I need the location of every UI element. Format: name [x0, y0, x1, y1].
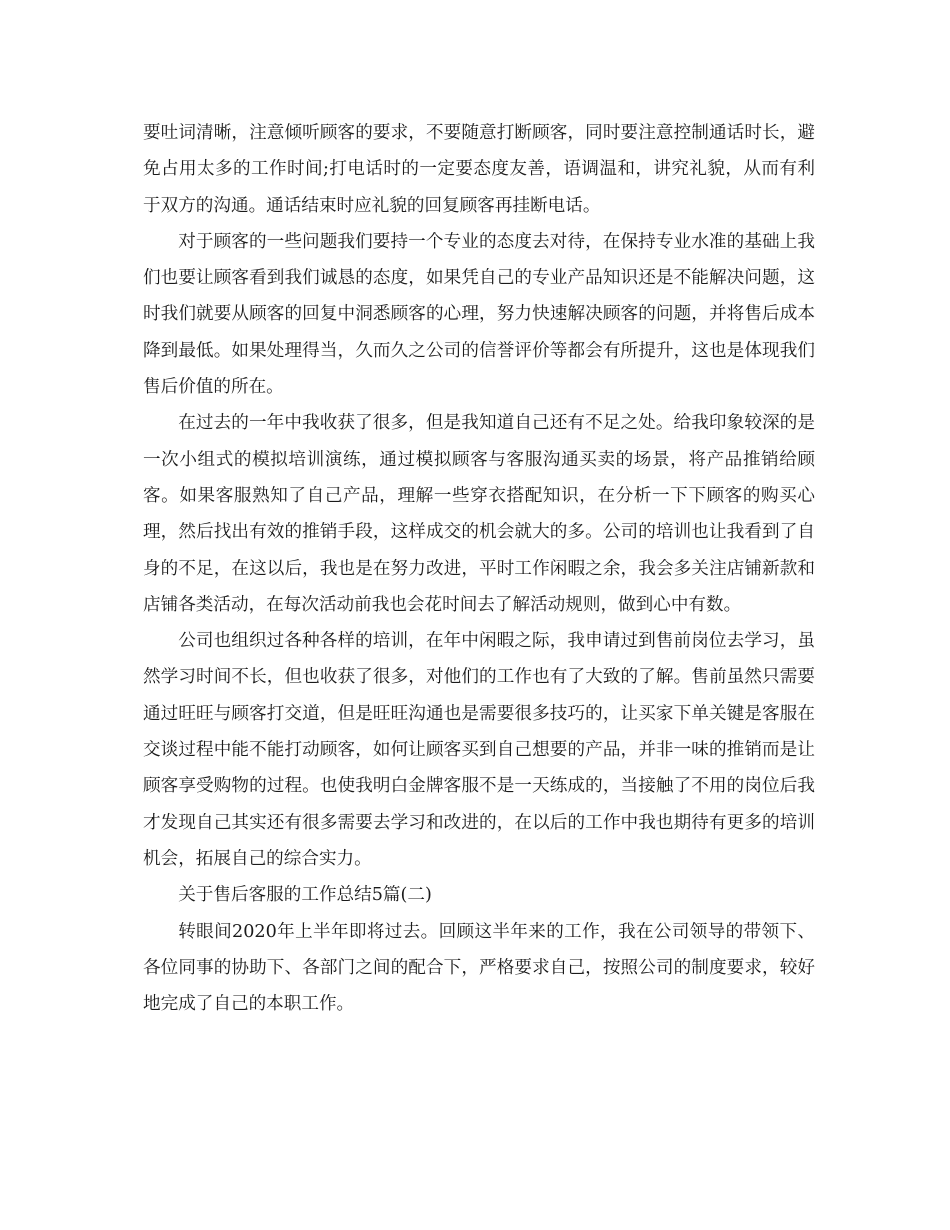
paragraph-half-year-review: 转眼间2020年上半年即将过去。回顾这半年来的工作，我在公司领导的带领下、各位同事的协助下、各部门之间的配合下，严格要求自己，按照公司的制度要求，较好地完成了自己的本职工作。	[143, 921, 815, 1015]
paragraph-presales-learning: 公司也组织过各种各样的培训，在年中闲暇之际，我申请过到售前岗位去学习，虽然学习时间不长，但也收获了很多，对他们的工作也有了大致的了解。售前虽然只需要通过旺旺与顾客打交道，但是旺旺沟通也是需要很多技巧的，让买家下单关键是客服在交谈过程中能不能打动顾客，如何让顾客买到自己想要的产品，并非一味的推销而是让顾客享受购物的过程。也使我明白金牌客服不是一天练成的，当接触了不用的岗位后我才发现自己其实还有很多需要去学习和改进的，在以后的工作中我也期待有更多的培训机会，拓展自己的综合实力。	[143, 631, 815, 869]
paragraph-training-reflection: 在过去的一年中我收获了很多，但是我知道自己还有不足之处。给我印象较深的是一次小组式的模拟培训演练，通过模拟顾客与客服沟通买卖的场景，将产品推销给顾客。如果客服熟知了自己产品，理解一些穿衣搭配知识，在分析一下下顾客的购买心理，然后找出有效的推销手段，这样成交的机会就大的多。公司的培训也让我看到了自身的不足，在这以后，我也是在努力改进，平时工作闲暇之余，我会多关注店铺新款和店铺各类活动，在每次活动前我也会花时间去了解活动规则，做到心中有数。	[143, 413, 815, 615]
paragraph-customer-issues: 对于顾客的一些问题我们要持一个专业的态度去对待，在保持专业水准的基础上我们也要让顾客看到我们诚恳的态度，如果凭自己的专业产品知识还是不能解决问题，这时我们就要从顾客的回复中洞悉顾客的心理，努力快速解决顾客的问题，并将售后成本降到最低。如果处理得当，久而久之公司的信誉评价等都会有所提升，这也是体现我们售后价值的所在。	[143, 231, 815, 398]
section-heading: 关于售后客服的工作总结5篇(二)	[178, 885, 432, 906]
paragraph-call-etiquette: 要吐词清晰，注意倾听顾客的要求，不要随意打断顾客，同时要注意控制通话时长，避免占用太多的工作时间;打电话时的一定要态度友善，语调温和，讲究礼貌，从而有利于双方的沟通。通话结束时应礼貌的回复顾客再挂断电话。	[143, 123, 815, 216]
document-body	[143, 115, 815, 1022]
